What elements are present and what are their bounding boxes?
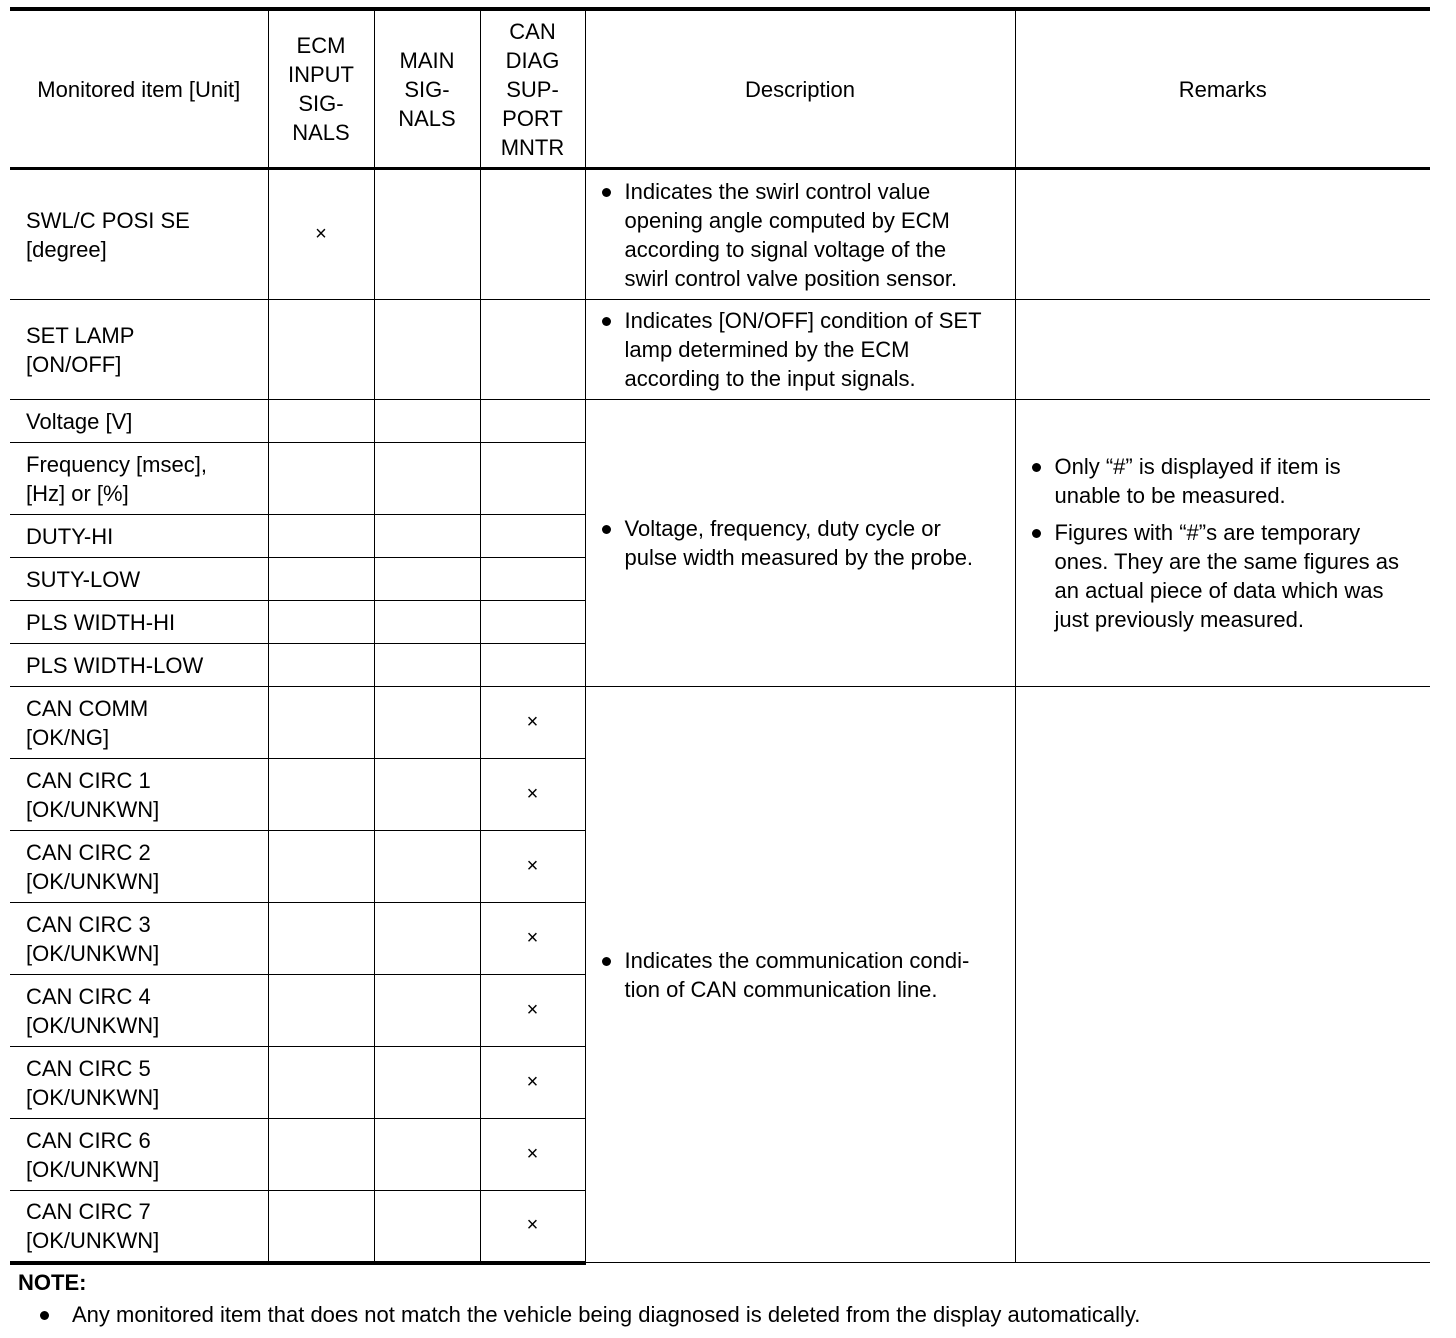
main-signal-cell xyxy=(374,687,480,759)
table-row xyxy=(10,300,1430,400)
bullet-item: Indicates [ON/OFF] condition of SET lamp determined by the ECM according to the input signals. xyxy=(602,306,1003,393)
ecm-input-cell xyxy=(268,443,374,515)
item-can-circ-3: CAN CIRC 3 [OK/UNKWN] xyxy=(10,903,268,975)
note-section xyxy=(18,1268,1152,1329)
ecm-input-mark: × xyxy=(268,169,374,300)
main-signal-cell xyxy=(374,400,480,443)
item-pls-width-hi: PLS WIDTH-HI xyxy=(10,601,268,644)
main-signal-cell xyxy=(374,1119,480,1191)
item-can-circ-2: CAN CIRC 2 [OK/UNKWN] xyxy=(10,831,268,903)
header-monitored-item: Monitored item [Unit] xyxy=(10,9,268,169)
can-diag-mark: × xyxy=(480,1191,585,1263)
ecm-input-cell xyxy=(268,975,374,1047)
item-set-lamp: SET LAMP [ON/OFF] xyxy=(10,300,268,400)
main-signal-cell xyxy=(374,975,480,1047)
ecm-input-cell xyxy=(268,601,374,644)
table-row xyxy=(10,169,1430,300)
item-pls-width-low: PLS WIDTH-LOW xyxy=(10,644,268,687)
can-diag-cell xyxy=(480,558,585,601)
can-diag-mark: × xyxy=(480,1119,585,1191)
ecm-input-cell xyxy=(268,903,374,975)
can-diag-mark: × xyxy=(480,759,585,831)
monitor-item-table xyxy=(10,7,1430,1265)
item-can-circ-6: CAN CIRC 6 [OK/UNKWN] xyxy=(10,1119,268,1191)
note-text: Any monitored item that does not match the vehicle being diagnosed is deleted from the display automatically. xyxy=(40,1300,1140,1329)
ecm-input-cell xyxy=(268,400,374,443)
bullet-item: Indicates the communication condi- tion of CAN communication line. xyxy=(602,946,1003,1004)
ecm-input-cell xyxy=(268,515,374,558)
can-diag-cell xyxy=(480,400,585,443)
can-diag-cell xyxy=(480,515,585,558)
main-signal-cell xyxy=(374,601,480,644)
can-diag-mark: × xyxy=(480,831,585,903)
item-can-comm: CAN COMM [OK/NG] xyxy=(10,687,268,759)
ecm-input-cell xyxy=(268,1119,374,1191)
main-signal-cell xyxy=(374,831,480,903)
item-voltage: Voltage [V] xyxy=(10,400,268,443)
header-can-diag-support-mntr: CAN DIAG SUP- PORT MNTR xyxy=(480,9,585,169)
main-signal-cell xyxy=(374,515,480,558)
remarks-cell-can xyxy=(1015,687,1430,1263)
main-signal-cell xyxy=(374,169,480,300)
ecm-input-cell xyxy=(268,687,374,759)
ecm-input-cell xyxy=(268,831,374,903)
remarks-cell xyxy=(1015,169,1430,300)
item-swl-posi: SWL/C POSI SE [degree] xyxy=(10,169,268,300)
main-signal-cell xyxy=(374,1191,480,1263)
can-diag-cell xyxy=(480,169,585,300)
header-main-signals: MAIN SIG- NALS xyxy=(374,9,480,169)
description-cell-probe xyxy=(585,400,1015,687)
header-description: Description xyxy=(585,9,1015,169)
item-can-circ-1: CAN CIRC 1 [OK/UNKWN] xyxy=(10,759,268,831)
bullet-item: Only “#” is displayed if item is unable to be measured. xyxy=(1032,452,1419,510)
item-can-circ-4: CAN CIRC 4 [OK/UNKWN] xyxy=(10,975,268,1047)
description-cell xyxy=(585,169,1015,300)
can-diag-mark: × xyxy=(480,687,585,759)
can-diag-cell xyxy=(480,443,585,515)
item-suty-low: SUTY-LOW xyxy=(10,558,268,601)
can-diag-cell xyxy=(480,644,585,687)
note-title: NOTE: xyxy=(18,1270,87,1295)
main-signal-cell xyxy=(374,558,480,601)
ecm-input-cell xyxy=(268,1191,374,1263)
ecm-input-cell xyxy=(268,1047,374,1119)
item-frequency: Frequency [msec], [Hz] or [%] xyxy=(10,443,268,515)
remarks-cell-probe xyxy=(1015,400,1430,687)
table-row xyxy=(10,687,1430,759)
main-signal-cell xyxy=(374,644,480,687)
ecm-input-cell xyxy=(268,558,374,601)
description-cell-can xyxy=(585,687,1015,1263)
can-diag-mark: × xyxy=(480,975,585,1047)
can-diag-cell xyxy=(480,300,585,400)
ecm-input-cell xyxy=(268,644,374,687)
bullet-item: Indicates the swirl control value opening angle computed by ECM according to signal voltage of the swirl control valve position sensor. xyxy=(602,177,1003,293)
main-signal-cell xyxy=(374,1047,480,1119)
bullet-item: Figures with “#”s are temporary ones. They are the same figures as an actual piece of data which was just previously measured. xyxy=(1032,518,1419,634)
table-row xyxy=(10,400,1430,443)
ecm-input-cell xyxy=(268,759,374,831)
main-signal-cell xyxy=(374,443,480,515)
header-remarks: Remarks xyxy=(1015,9,1430,169)
main-signal-cell xyxy=(374,759,480,831)
can-diag-mark: × xyxy=(480,903,585,975)
main-signal-cell xyxy=(374,300,480,400)
header-ecm-input-signals: ECM INPUT SIG- NALS xyxy=(268,9,374,169)
bullet-item: Voltage, frequency, duty cycle or pulse width measured by the probe. xyxy=(602,514,1003,572)
table-header-row xyxy=(10,9,1430,169)
item-can-circ-5: CAN CIRC 5 [OK/UNKWN] xyxy=(10,1047,268,1119)
item-duty-hi: DUTY-HI xyxy=(10,515,268,558)
remarks-cell xyxy=(1015,300,1430,400)
description-cell xyxy=(585,300,1015,400)
can-diag-cell xyxy=(480,601,585,644)
can-diag-mark: × xyxy=(480,1047,585,1119)
item-can-circ-7: CAN CIRC 7 [OK/UNKWN] xyxy=(10,1191,268,1263)
ecm-input-cell xyxy=(268,300,374,400)
main-signal-cell xyxy=(374,903,480,975)
